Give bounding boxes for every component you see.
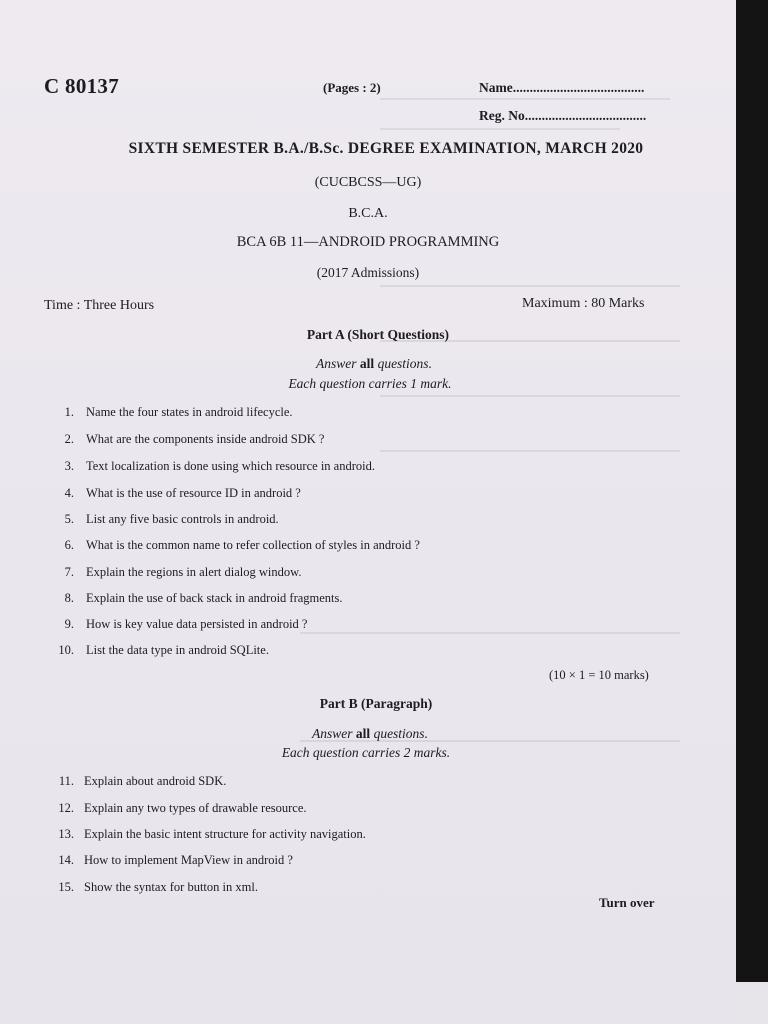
question-number: 1. [64,405,74,419]
part-b-heading: Part B (Paragraph) [319,696,433,711]
instruction-emphasis: all [359,356,375,371]
part-a-instruction [6,356,736,372]
question-text: What is the common name to refer collection of styles in android ? [86,538,420,552]
question-number: 2. [64,432,74,446]
question-number: 5. [64,512,74,526]
admissions-year: (2017 Admissions) [316,265,420,280]
question-number: 15. [58,880,74,894]
question-text: Explain the regions in alert dialog window. [86,565,302,579]
question-number: 7. [64,565,74,579]
subject-title: BCA 6B 11—ANDROID PROGRAMMING [236,234,500,250]
part-a-marks-note: Each question carries 1 mark. [288,376,452,391]
part-b-instruction [2,726,736,742]
exam-title: SIXTH SEMESTER B.A./B.Sc. DEGREE EXAMINATION, MARCH 2020 [128,140,644,157]
question-text: List the data type in android SQLite. [86,643,269,657]
instruction-text: Answer [316,356,360,371]
question-text: What are the components inside android SDK ? [86,432,325,446]
instruction-text: questions. [370,726,428,741]
question-number: 9. [64,617,74,631]
question-number: 11. [58,774,74,788]
instruction-text: questions. [374,356,432,371]
question-number: 10. [58,643,74,657]
question-text: Explain any two types of drawable resource. [84,801,307,815]
question-text: Name the four states in android lifecycle. [86,405,293,419]
instruction-emphasis: all [355,726,371,741]
bleed-through-line [380,98,670,100]
question-text: List any five basic controls in android. [86,512,279,526]
candidate-name-field: Name....................................... [479,80,645,95]
instruction-text: Answer [312,726,356,741]
bleed-through-line [380,450,680,452]
maximum-marks: Maximum : 80 Marks [522,296,645,311]
question-number: 12. [58,801,74,815]
question-number: 14. [58,853,74,867]
exam-scheme: (CUCBCSS—UG) [314,175,422,190]
paper-code: C 80137 [44,74,120,98]
scan-background [734,0,768,1024]
question-text: Show the syntax for button in xml. [84,880,258,894]
page-count: (Pages : 2) [323,80,381,95]
part-a-total-marks: (10 × 1 = 10 marks) [549,668,649,682]
question-number: 8. [64,591,74,605]
degree-name: B.C.A. [348,206,388,221]
bleed-through-line [300,632,680,634]
bleed-through-line [380,285,680,287]
question-text: How to implement MapView in android ? [84,853,293,867]
question-text: Explain the basic intent structure for activity navigation. [84,827,366,841]
question-text: Explain about android SDK. [84,774,227,788]
register-number-field: Reg. No.................................... [479,108,647,123]
question-text: Text localization is done using which resource in android. [86,459,375,473]
question-number: 4. [64,486,74,500]
bleed-through-line [380,128,620,130]
exam-duration: Time : Three Hours [44,298,155,313]
turn-over-note: Turn over [599,895,655,910]
question-text: Explain the use of back stack in android fragments. [86,591,343,605]
question-text: What is the use of resource ID in android ? [86,486,301,500]
question-text: How is key value data persisted in android ? [86,617,308,631]
question-number: 6. [64,538,74,552]
bleed-through-line [380,395,680,397]
question-number: 13. [58,827,74,841]
question-number: 3. [64,459,74,473]
part-b-marks-note: Each question carries 2 marks. [281,745,451,760]
part-a-heading: Part A (Short Questions) [306,327,450,342]
